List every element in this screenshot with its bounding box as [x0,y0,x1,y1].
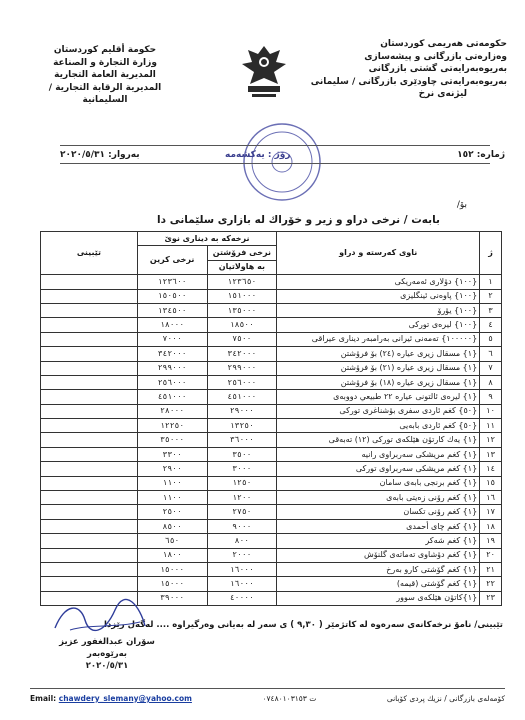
row-item: {١} كغم رۆنى تكسان [277,505,480,519]
row-item: {١٠٠} دۆلارى ئه‌مه‌ريكى [277,275,480,289]
row-notes [41,375,138,389]
row-notes [41,462,138,476]
row-buy-price: ١٥٠٠٠ [137,562,207,576]
row-buy-price: ٣٥٠٠٠ [137,433,207,447]
footer-email-label: Email: [30,694,57,703]
row-sell-price: ٣٤٢٠٠٠ [207,347,277,361]
footer-phone: ت ٠٧٤٨٠١٠٣١٥٣ [262,694,317,703]
row-number: ١٥ [480,476,502,490]
header-left-line: وزارة التجارة و الصناعة [53,57,157,68]
row-notes [41,562,138,576]
row-buy-price: ١٨٠٠٠ [137,318,207,332]
table-row [41,491,502,505]
row-sell-price: ٣٦٠٠٠ [207,433,277,447]
footer [30,694,505,703]
handwritten-signature [45,598,155,638]
row-sell-price: ١٦٠٠٠ [207,562,277,576]
row-buy-price: ١٣٤٥٠٠ [137,303,207,317]
row-number: ١٤ [480,462,502,476]
row-buy-price: ٢٩٠٠ [137,462,207,476]
row-item: {١} كغم برنجى بابه‌ى سامان [277,476,480,490]
row-item: {١٠٠} يۆرۆ [277,303,480,317]
row-number: ٢٢ [480,577,502,591]
row-number: ٩ [480,390,502,404]
row-number: ٦ [480,347,502,361]
table-row [41,548,502,562]
header-right-line: به‌ريوه‌به‌رايه‌تى چاودێرى بازرگانى / سليمانى [310,76,507,87]
row-number: ١٣ [480,447,502,461]
row-number: ١٦ [480,491,502,505]
table-row [41,562,502,576]
footnote: تێبينى/ نامۆ نرخه‌كانه‌ى سه‌ره‌وه‌ له‌ كاتژمێر ( ٩,٣٠ ) ى سه‌ر له‌ به‌يانى وه‌رگيراوه‌ .... له‌گه‌ل رێزدا [104,620,503,630]
row-sell-price: ١٣٢٥٠ [207,419,277,433]
row-buy-price: ١٥٠٥٠٠ [137,289,207,303]
row-buy-price: ٨٥٠٠ [137,519,207,533]
row-buy-price: ٣٩٠٠٠ [137,591,207,605]
header-left-block [30,44,180,107]
row-sell-price: ١٨٥٠٠ [207,318,277,332]
row-sell-price: ٢٩٠٠٠ [207,404,277,418]
row-sell-price: ٧٥٠٠ [207,332,277,346]
row-sell-price: ١٦٠٠٠ [207,577,277,591]
recipient-label: بۆ/ [456,200,467,210]
row-sell-price: ١٥١٠٠٠ [207,289,277,303]
row-notes [41,433,138,447]
header-sell-sub: به‌ هاولاتيان [207,260,277,274]
row-buy-price: ٣٤٢٠٠٠ [137,347,207,361]
row-notes [41,476,138,490]
header-left-line: المديرية الرقابة التجارية / السليمانية [48,82,162,105]
row-notes [41,332,138,346]
row-item: {١} كغم دۆشاوى ته‌ماته‌ى گلنۆش [277,548,480,562]
footer-address: كۆمه‌له‌ى بازرگانى / نزيك پردى كۆبانى [386,694,505,703]
row-item: {١} مسقال زيرى عياره‌ (١٨) بۆ فرۆشتن [277,375,480,389]
row-buy-price: ٢٨٠٠٠ [137,404,207,418]
row-notes [41,534,138,548]
table-header-row [41,232,502,246]
footer-email [30,694,192,703]
stamp-day-text: رۆژ : يه‌كشه‌مه [225,150,291,160]
table-row [41,462,502,476]
row-notes [41,303,138,317]
row-sell-price: ٣٠٠٠ [207,462,277,476]
subject-line: بابه‌ت / نرخى دراو و زير و خۆراك له‌ بازارى سلێمانى دا [157,214,440,226]
row-item: {١} مسقال زيرى عياره‌ (٢١) بۆ فرۆشتن [277,361,480,375]
row-sell-price: ٤٥١٠٠٠ [207,390,277,404]
document-date: به‌روار: ٢٠٢٠/٥/٣١ [60,150,140,160]
table-row [41,476,502,490]
official-stamp-icon [190,110,330,210]
row-buy-price: ٢٥٦٠٠٠ [137,375,207,389]
header-right-block [292,38,507,101]
header-left-line: المديرية العامة التجارية [54,70,156,80]
table-row [41,303,502,317]
row-buy-price: ٢٩٩٠٠٠ [137,361,207,375]
row-buy-price: ١١٠٠ [137,476,207,490]
row-number: ١١ [480,419,502,433]
table-row [41,375,502,389]
row-number: ٢٠ [480,548,502,562]
row-item: {١} ليره‌ى ئالتونى عياره‌ ٢٢ طبيعي دووبه‌ى [277,390,480,404]
row-buy-price: ٤٥١٠٠٠ [137,390,207,404]
row-sell-price: ١٣٥٠٠٠ [207,303,277,317]
signature-block [52,636,162,672]
header-left-line: حكومة أقليم كوردستان [53,45,157,55]
table-row [41,505,502,519]
row-buy-price: ١٨٠٠ [137,548,207,562]
row-notes [41,491,138,505]
row-sell-price: ٣٥٠٠ [207,447,277,461]
row-number: ١٩ [480,534,502,548]
row-number: ٤ [480,318,502,332]
row-item: {١} مسقال زيرى عياره‌ (٢٤) بۆ فرۆشتن [277,347,480,361]
table-row [41,318,502,332]
row-item: {١٠٠} ليره‌ى توركى [277,318,480,332]
row-item: {٥٠} كغم ئاردى بابه‌يى [277,419,480,433]
row-item: {٥٠} كغم ئاردى سفرى بۆشناغرى توركى [277,404,480,418]
table-row [41,534,502,548]
row-item: {١٠٠} پاوه‌نى ئينگليزى [277,289,480,303]
row-item: {١} يه‌ك كارتۆن هێلكه‌ى توركى (١٢) ته‌به‌قى [277,433,480,447]
header-right-line: به‌ريوه‌به‌رايه‌تى گشتى بازرگانى [368,64,507,74]
table-row [41,361,502,375]
row-sell-price: ١٢٠٠ [207,491,277,505]
row-notes [41,318,138,332]
row-item: {١}كاتۆن هێلكه‌ى سوور [277,591,480,605]
row-notes [41,361,138,375]
row-buy-price: ١٥٠٠٠ [137,577,207,591]
row-number: ١٠ [480,404,502,418]
row-number: ٣ [480,303,502,317]
row-number: ٨ [480,375,502,389]
header-item: ناوى كه‌رسته‌ و دراو [277,232,480,275]
row-sell-price: ٢٥٦٠٠٠ [207,375,277,389]
header-right-line: ليژنه‌ى نرخ [418,89,467,99]
table-row [41,433,502,447]
row-notes [41,404,138,418]
row-notes [41,419,138,433]
table-row [41,447,502,461]
price-table [40,231,502,606]
row-sell-price: ٩٠٠٠ [207,519,277,533]
header-notes: تێبينى [41,232,138,275]
row-item: {١} كغم مريشكى سه‌ربراوى توركى [277,462,480,476]
header-price-group: نرخه‌كه‌ به‌ دينارى نوێ [137,232,276,246]
row-item: {١} كغم رۆنى زه‌يتى بابه‌ى [277,491,480,505]
row-buy-price: ٢٥٠٠ [137,505,207,519]
signature-date: ٢٠٢٠/٥/٣١ [85,661,129,671]
meta-top-divider [60,145,490,146]
row-notes [41,548,138,562]
row-buy-price: ١٢٢٥٠ [137,419,207,433]
row-item: {١} كغم شه‌كر [277,534,480,548]
row-notes [41,275,138,289]
row-notes [41,505,138,519]
row-sell-price: ٢٧٥٠ [207,505,277,519]
row-number: ٧ [480,361,502,375]
row-buy-price: ٧٠٠٠ [137,332,207,346]
row-item: {١} كغم گۆشتى كارو به‌رخ [277,562,480,576]
row-notes [41,289,138,303]
row-notes [41,347,138,361]
row-number: ١٧ [480,505,502,519]
header-right-line: حكومه‌تى هه‌ريمى كوردستان [380,39,507,49]
row-item: {١} كغم مريشكى سه‌ربراوى رانيه‌ [277,447,480,461]
row-number: ٢ [480,289,502,303]
meta-bottom-divider [60,163,490,164]
table-row [41,332,502,346]
row-buy-price: ٦٥٠ [137,534,207,548]
footer-divider [30,688,505,689]
row-sell-price: ١٢٣٦٥٠ [207,275,277,289]
row-notes [41,519,138,533]
row-item: {١} كغم گۆشتى (قيمه‌) [277,577,480,591]
row-notes [41,447,138,461]
signatory-title: به‌رێوه‌به‌ر [86,649,128,659]
row-number: ٥ [480,332,502,346]
signatory-name: سۆران عبدالغفور عزيز [59,637,155,647]
table-row [41,404,502,418]
row-number: ١ [480,275,502,289]
table-row [41,347,502,361]
row-sell-price: ١٢٥٠ [207,476,277,490]
row-item: {١} كغم چاى أحمدى [277,519,480,533]
kurdistan-eagle-emblem-icon [236,40,292,100]
header-buy: نرخى كرين [137,246,207,275]
row-number: ٢١ [480,562,502,576]
table-row [41,419,502,433]
table-row [41,519,502,533]
row-notes [41,390,138,404]
table-row [41,289,502,303]
row-buy-price: ١١٠٠ [137,491,207,505]
header-sell: نرخى فرۆشتن [207,246,277,260]
row-number: ١٨ [480,519,502,533]
row-sell-price: ٤٠٠٠٠ [207,591,277,605]
row-number: ٢٣ [480,591,502,605]
header-number: ژ [480,232,502,275]
row-notes [41,577,138,591]
row-item: {١٠٠٠٠٠} ته‌مه‌نى ئيرانى به‌رامبه‌ر دينارى عيراقى [277,332,480,346]
table-row [41,577,502,591]
email-link[interactable]: chawdery_slemany@yahoo.com [58,694,192,703]
document-number: ژماره‌: ١٥٢ [457,150,505,160]
row-buy-price: ١٢٣٦٠٠ [137,275,207,289]
row-sell-price: ٢٩٩٠٠٠ [207,361,277,375]
row-sell-price: ٢٠٠٠ [207,548,277,562]
header-right-line: وه‌زاره‌تى بازرگانى و پيشه‌سازى [364,51,507,62]
row-number: ١٢ [480,433,502,447]
table-row [41,275,502,289]
table-row [41,390,502,404]
row-sell-price: ٨٠٠ [207,534,277,548]
row-buy-price: ٣٣٠٠ [137,447,207,461]
